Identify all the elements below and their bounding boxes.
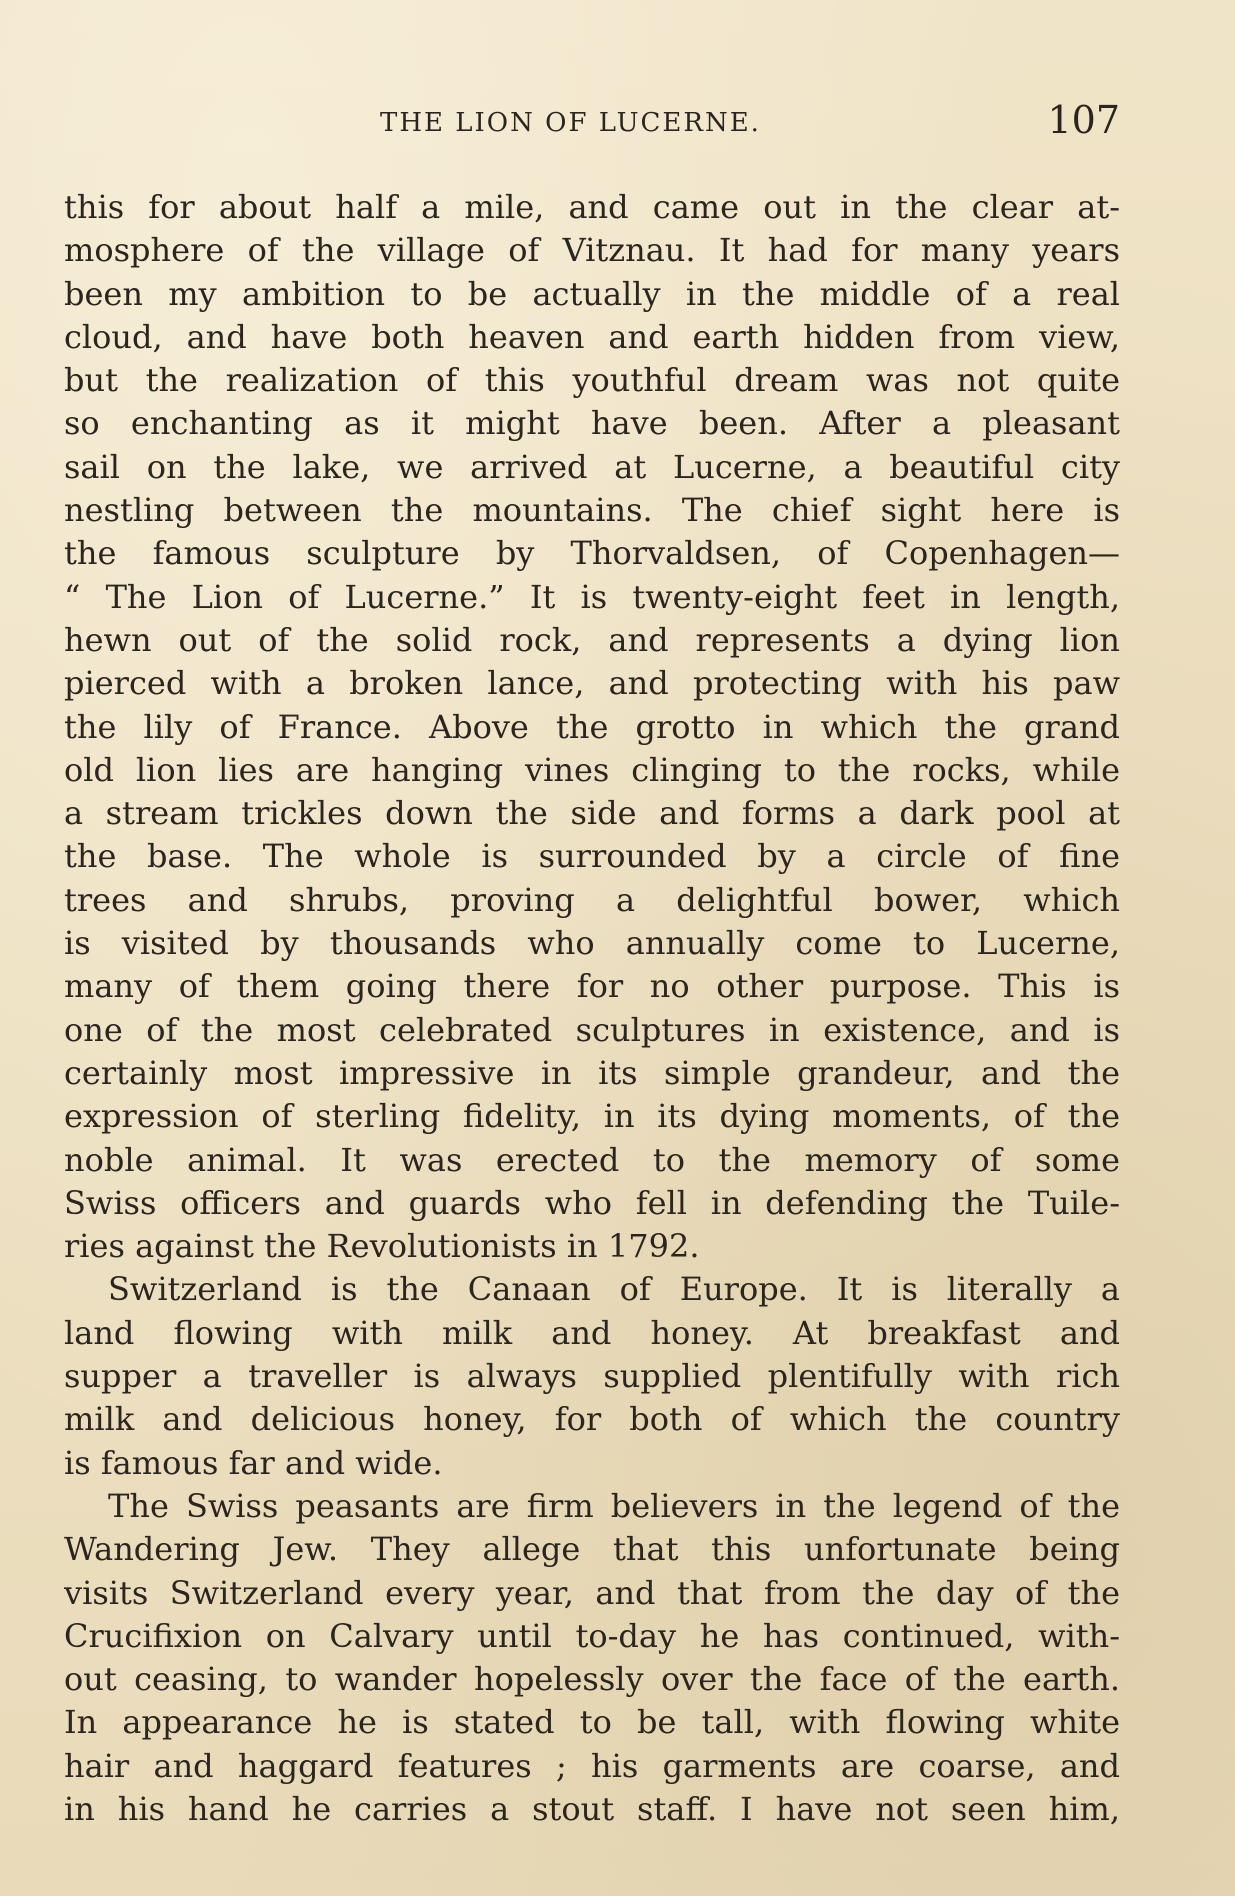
text-line: is visited by thousands who annually come to Lucerne, — [64, 924, 1120, 963]
text-line: a stream trickles down the side and forms a dark pool at — [64, 794, 1120, 833]
text-line: cloud, and have both heaven and earth hidden from view, — [64, 317, 1120, 356]
text-line: supper a traveller is always supplied plentifully with rich — [64, 1357, 1120, 1396]
text-line: Wandering Jew. They allege that this unfortunate being — [64, 1530, 1120, 1569]
text-line: noble animal. It was erected to the memory of some — [64, 1140, 1120, 1179]
text-line: in his hand he carries a stout staff. I have not seen him, — [64, 1789, 1120, 1828]
text-line: hewn out of the solid rock, and represents a dying lion — [64, 620, 1120, 659]
running-title: THE LION OF LUCERNE. — [380, 108, 761, 138]
text-line: hair and haggard features ; his garments are coarse, and — [64, 1746, 1120, 1785]
body-text — [64, 186, 1120, 1831]
text-line: milk and delicious honey, for both of which the country — [64, 1400, 1120, 1439]
text-line: Crucifixion on Calvary until to-day he has continued, with- — [64, 1616, 1120, 1655]
text-line: old lion lies are hanging vines clinging to the rocks, while — [64, 750, 1120, 789]
text-line: one of the most celebrated sculptures in existence, and is — [64, 1010, 1120, 1049]
text-line: this for about half a mile, and came out in the clear at- — [64, 188, 1120, 226]
text-line: the lily of France. Above the grotto in which the grand — [64, 707, 1120, 746]
text-line: the base. The whole is surrounded by a circle of fine — [64, 837, 1120, 876]
text-line: mosphere of the village of Vitznau. It had for many years — [64, 231, 1120, 270]
text-line: sail on the lake, we arrived at Lucerne, a beautiful city — [64, 447, 1120, 486]
text-line: been my ambition to be actually in the middle of a real — [64, 274, 1120, 313]
text-line: certainly most impressive in its simple grandeur, and the — [64, 1053, 1120, 1092]
text-line: the famous sculpture by Thorvaldsen, of Copenhagen— — [64, 534, 1120, 573]
text-line: but the realization of this youthful dream was not quite — [64, 361, 1120, 400]
text-line: “ The Lion of Lucerne.” It is twenty-eight feet in length, — [64, 577, 1120, 616]
text-line: visits Switzerland every year, and that from the day of the — [64, 1573, 1120, 1612]
text-line: expression of sterling fidelity, in its dying moments, of the — [64, 1097, 1120, 1136]
text-line: land flowing with milk and honey. At breakfast and — [64, 1313, 1120, 1352]
text-line: trees and shrubs, proving a delightful bower, which — [64, 880, 1120, 919]
running-header — [70, 98, 1120, 144]
text-line: In appearance he is stated to be tall, with flowing white — [64, 1703, 1120, 1742]
paragraph-start-line: The Swiss peasants are firm believers in the legend of the — [108, 1486, 1120, 1525]
text-line: so enchanting as it might have been. After a pleasant — [64, 404, 1120, 443]
text-line: pierced with a broken lance, and protecting with his paw — [64, 664, 1120, 703]
text-line: out ceasing, to wander hopelessly over the face of the earth. — [64, 1660, 1120, 1699]
paragraph-start-line: Switzerland is the Canaan of Europe. It is literally a — [108, 1270, 1120, 1309]
text-line: many of them going there for no other purpose. This is — [64, 967, 1120, 1006]
paragraph-end-line: ries against the Revolutionists in 1792. — [64, 1227, 700, 1266]
text-line: Swiss officers and guards who fell in defending the Tuile- — [64, 1183, 1120, 1222]
text-line: nestling between the mountains. The chief sight here is — [64, 491, 1120, 530]
page-number: 107 — [1047, 98, 1120, 142]
paragraph-end-line: is famous far and wide. — [64, 1443, 443, 1482]
